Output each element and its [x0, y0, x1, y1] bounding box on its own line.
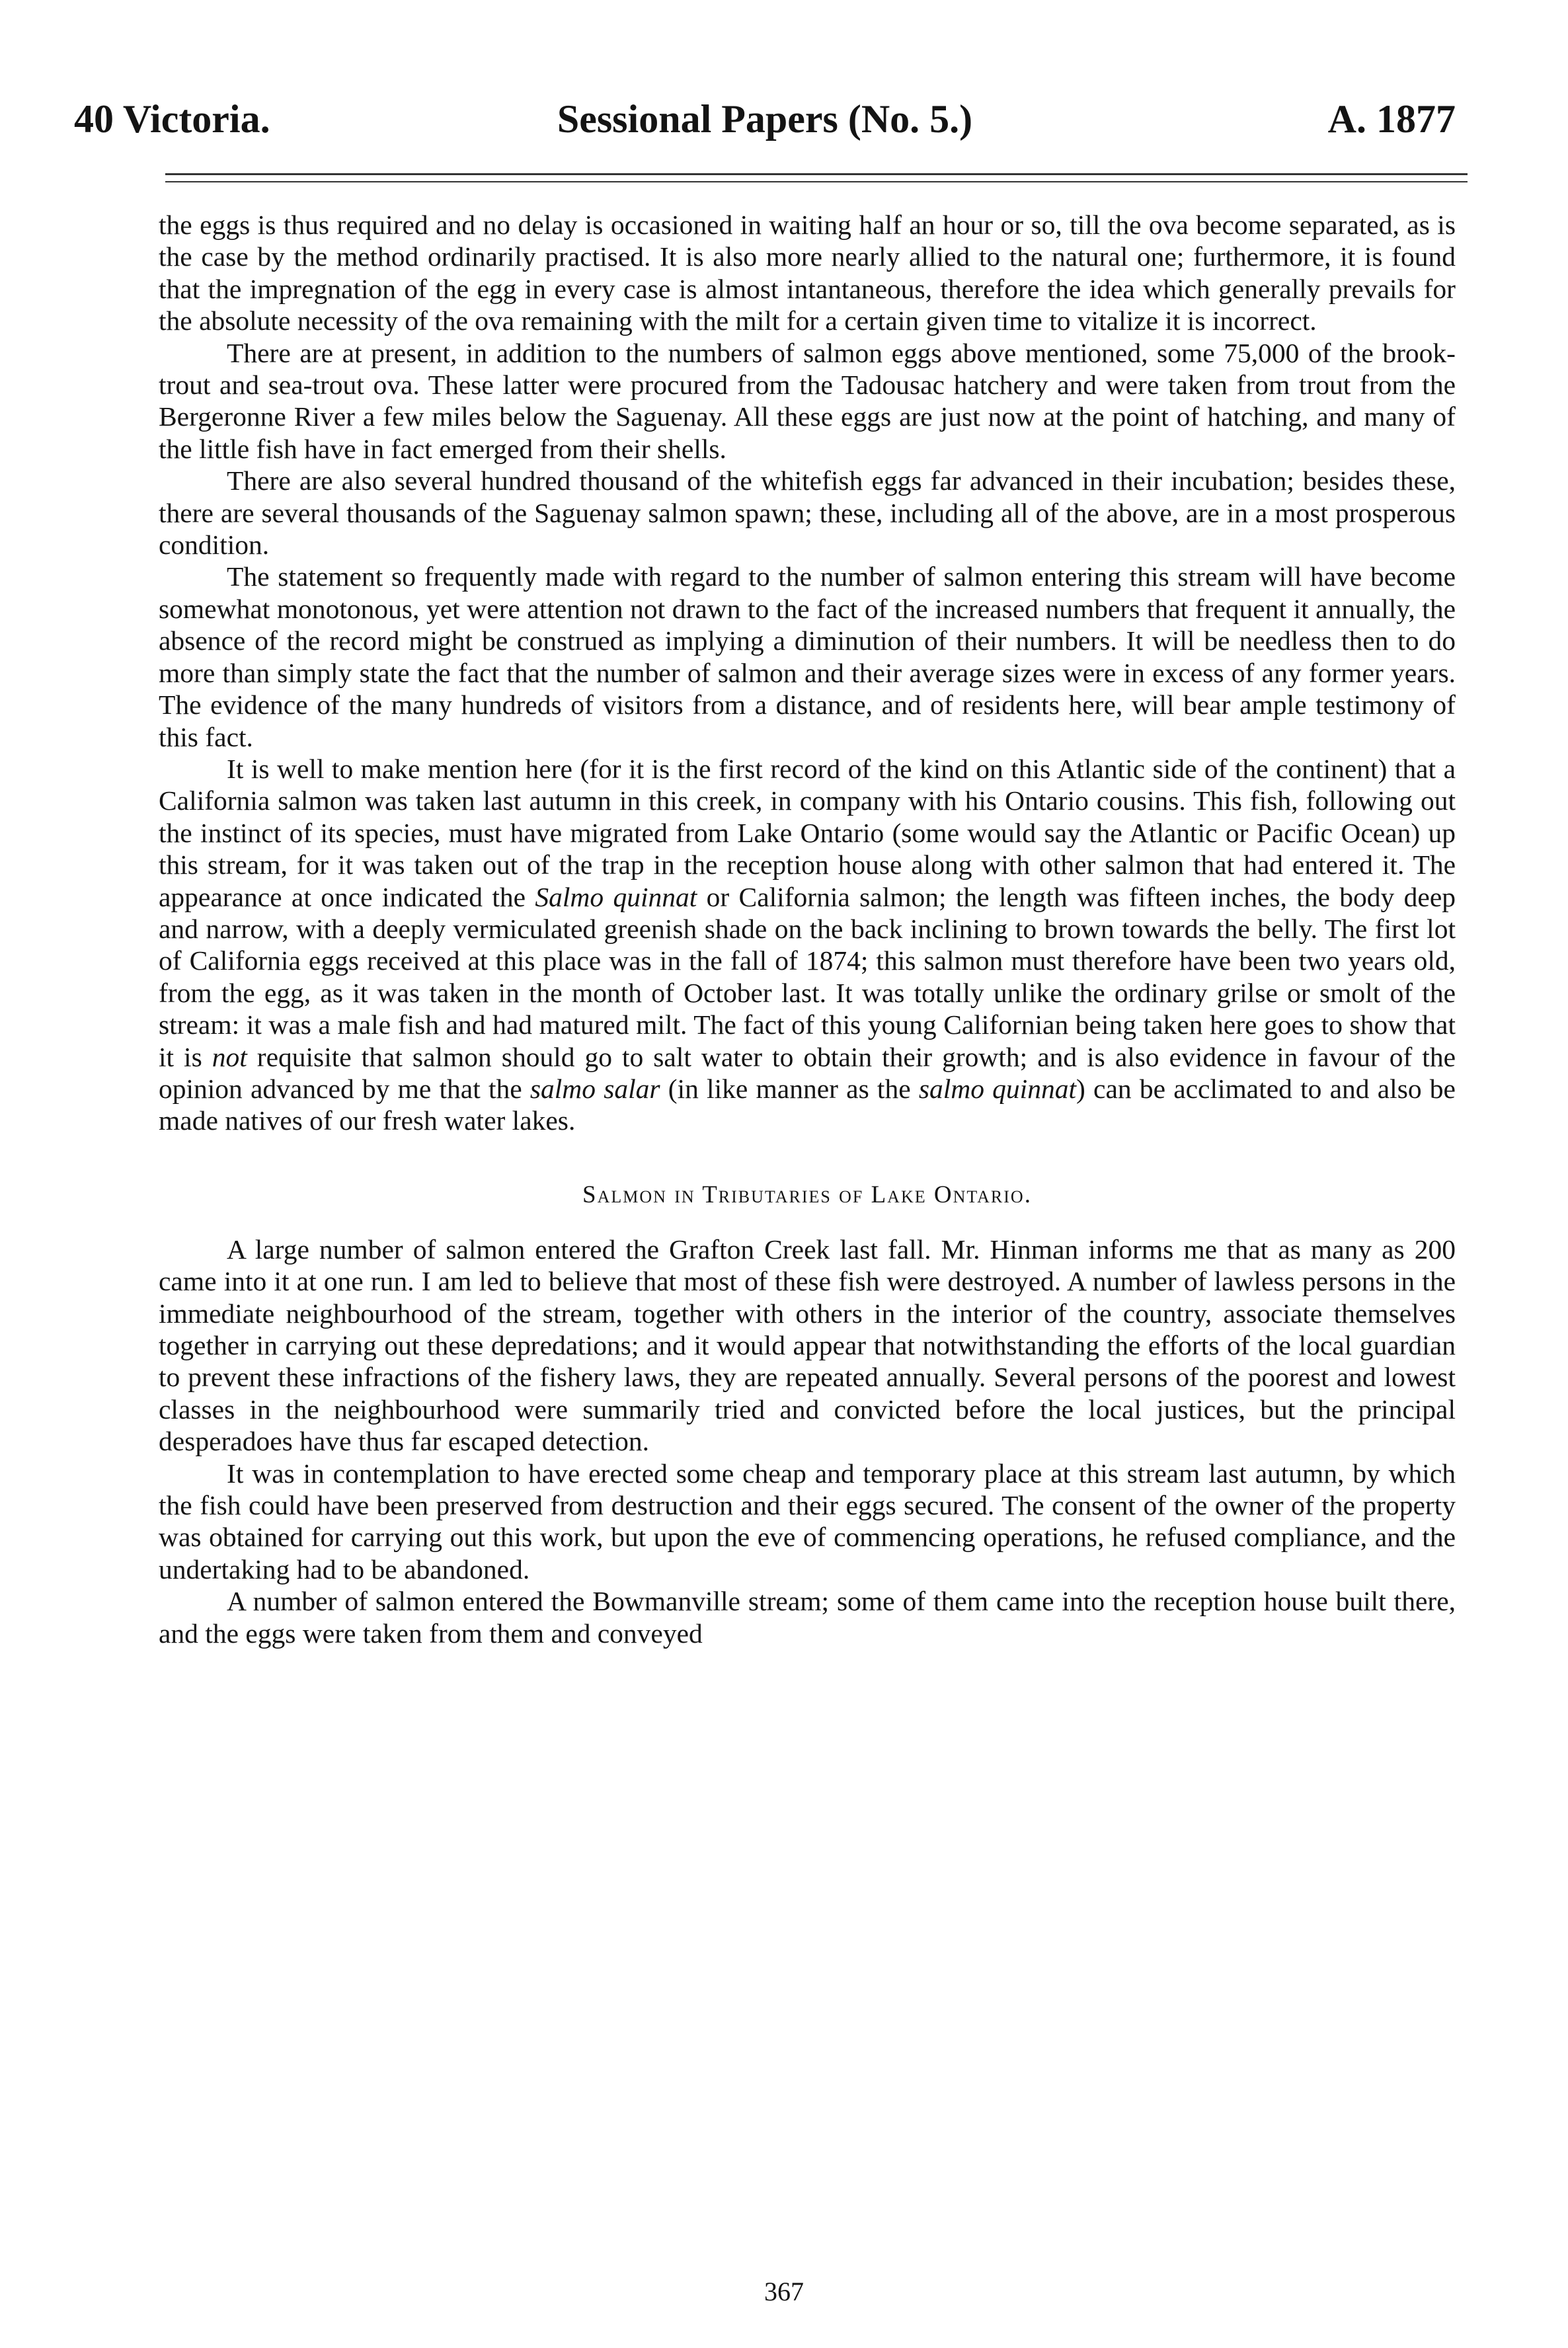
running-header [74, 87, 1456, 151]
italic-emphasis: not [212, 1041, 247, 1072]
paragraph-continued: the eggs is thus required and no delay is occasioned in waiting half an hour or so, till the ova become separated, as is the case by the method ordinarily practised. It is also more nearly allied to the natural one; furthermore, it is found that the impregnation of the egg in every case is almost intantaneous, therefore the idea which generally prevails for the absolute necessity of the ova remaining with the milt for a certain given time to vitalize it is incorrect. [159, 210, 1456, 336]
paragraph-temporary-place: It was in contemplation to have erected some cheap and temporary place at this stream last autumn, by which the fish could have been preserved from destruction and their eggs secured. The consent of the owner of the property was obtained for carrying out this work, but upon the eve of commencing operations, he refused compliance, and the undertaking had to be abandoned. [159, 1458, 1456, 1585]
header-session: 40 Victoria. [74, 97, 270, 141]
paragraph-salmon-numbers: The statement so frequently made with regard to the number of salmon entering this stream will have become somewhat monotonous, yet were attention not drawn to the fact of the increased numbers that frequent it annually, the absence of the record might be construed as implying a diminution of their numbers. It will be needless then to do more than simply state the fact that the number of salmon and their average sizes were in excess of any former years. The evidence of the many hundreds of visitors from a distance, and of residents here, will bear ample testimony of this fact. [159, 561, 1456, 752]
section-spacer [159, 1137, 1456, 1179]
text-run: It is well to make mention here (for it is the first record of the kind on this Atlantic side of the continent) that a California salmon was taken last autumn in this creek, in company with his Ontario cousins. This fish, following out the instinct of its species, must have migrated from Lake Ontario (some would say the Atlantic or Pacific Ocean) up this stream, for it was taken out of the trap in the reception house along with other salmon that had entered it. The appearance at once indicated the [159, 753, 1456, 912]
header-rule-top [165, 173, 1468, 175]
section-heading: Salmon in Tributaries of Lake Ontario. [582, 1181, 1032, 1208]
text-run: (in like manner as the [660, 1073, 919, 1104]
body-text [159, 209, 1456, 1649]
header-title: Sessional Papers (No. 5.) [557, 97, 973, 141]
italic-species-name: Salmo quinnat [535, 881, 697, 912]
header-rule-bottom [165, 181, 1468, 182]
header-year: A. 1877 [1327, 97, 1456, 141]
text-run: or California salmon; the length was fifteen inches, the body deep and narrow, with a deeply vermiculated greenish shade on the back inclining to brown towards the belly. The first lot of California eggs received at this place was in the fall of 1874; this salmon must therefore have been two years old, from the egg, as it was taken in the month of October last. It was totally unlike the ordinary grilse or smolt of the stream: it was a male fish and had matured milt. The fact of this young Californian being taken here goes to show that it is [159, 881, 1456, 1072]
paragraph-whitefish: There are also several hundred thousand of the whitefish eggs far advanced in their incubation; besides these, there are several thousands of the Saguenay salmon spawn; these, including all of the above, are in a most prosperous condition. [159, 465, 1456, 561]
section-spacer [159, 1211, 1456, 1233]
page-number: 367 [764, 2277, 804, 2306]
italic-species-name: salmo quinnat [918, 1073, 1076, 1104]
italic-species-name: salmo salar [529, 1073, 660, 1104]
paragraph-grafton-creek: A large number of salmon entered the Grafton Creek last fall. Mr. Hinman informs me that as many as 200 came into it at one run. I am led to believe that most of these fish were destroyed. A number of lawless persons in the immediate neighbourhood of the stream, together with others in the interior of the country, associate themselves together in carrying out these depredations; and it would appear that notwithstanding the efforts of the local guardian to prevent these infractions of the fishery laws, they are repeated annually. Several persons of the poorest and lowest classes in the neighbourhood were summarily tried and convicted before the local justices, but the principal desperadoes have thus far escaped detection. [159, 1233, 1456, 1457]
text-run: requisite that salmon should go to salt water to obtain their growth; and is also evidence in favour of the opinion advanced by me that the [159, 1041, 1456, 1104]
text-run: ) can be acclimated to and also be made natives of our fresh water lakes. [159, 1073, 1456, 1136]
paragraph-trout-ova: There are at present, in addition to the numbers of salmon eggs above mentioned, some 75,000 of the brook-trout and sea-trout ova. These latter were procured from the Tadousac hatchery and were taken from trout from the Bergeronne River a few miles below the Saguenay. All these eggs are just now at the point of hatching, and many of the little fish have in fact emerged from their shells. [159, 337, 1456, 464]
paragraph-california-salmon [159, 753, 1456, 1137]
paragraph-bowmanville: A number of salmon entered the Bowmanville stream; some of them came into the reception house built there, and the eggs were taken from them and conveyed [159, 1586, 1456, 1649]
